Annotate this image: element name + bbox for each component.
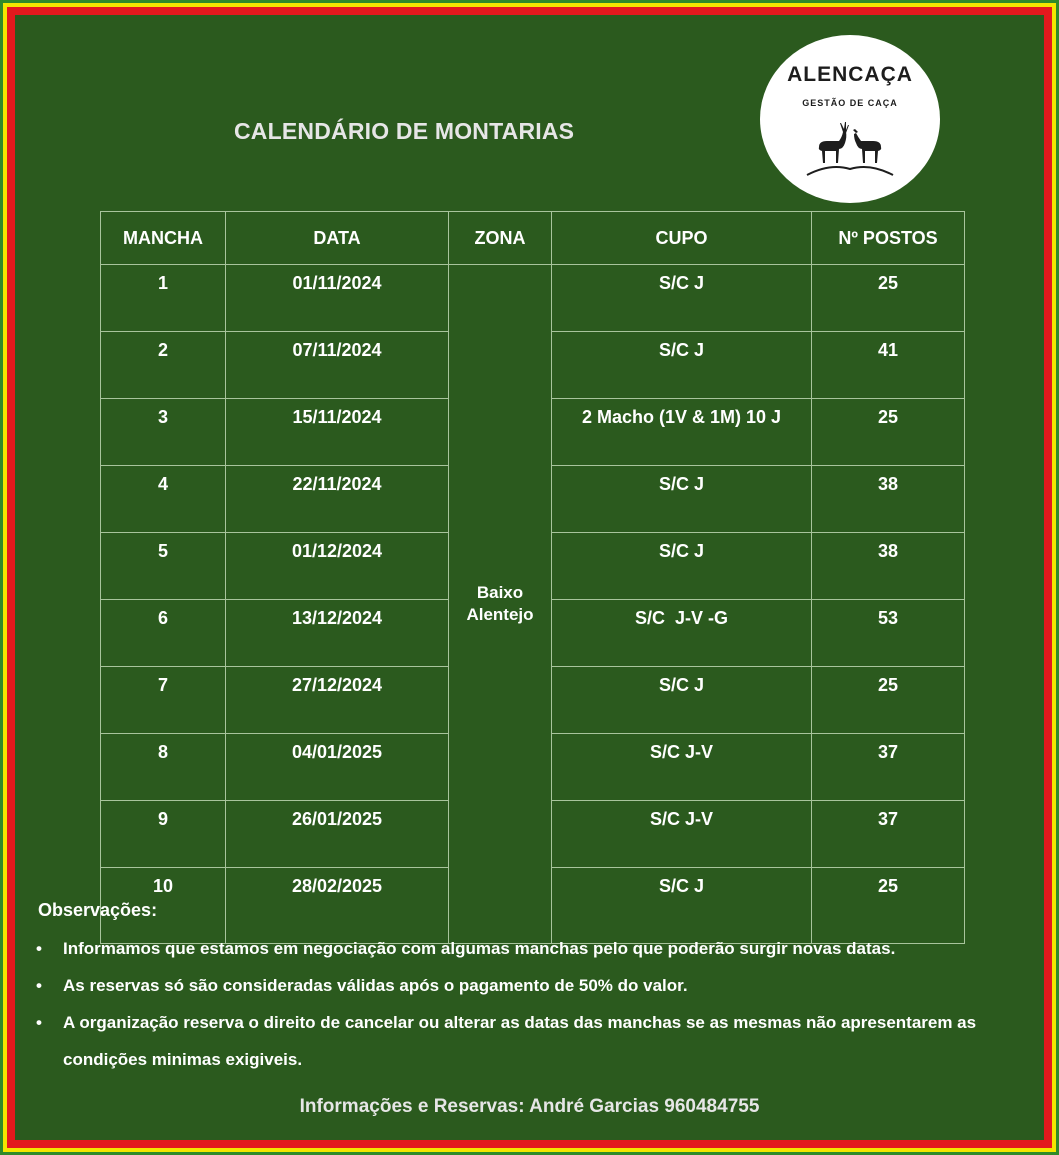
cell-postos: 38 xyxy=(812,533,965,600)
cell-mancha: 7 xyxy=(101,667,226,734)
cell-data: 01/12/2024 xyxy=(226,533,449,600)
cell-mancha: 2 xyxy=(101,332,226,399)
cell-cupo: S/C J xyxy=(552,332,812,399)
cell-data: 22/11/2024 xyxy=(226,466,449,533)
observation-text: A organização reserva o direito de cancelar ou alterar as datas das manchas se as mesmas não apresentarem as condições minimas exigiveis. xyxy=(63,1013,977,1069)
cell-data: 07/11/2024 xyxy=(226,332,449,399)
observation-item xyxy=(36,967,996,1004)
observation-text: As reservas só são consideradas válidas após o pagamento de 50% do valor. xyxy=(63,976,688,995)
bullet-icon: • xyxy=(36,976,42,995)
cell-postos: 37 xyxy=(812,801,965,868)
cell-data: 04/01/2025 xyxy=(226,734,449,801)
zona-line-1: Baixo xyxy=(476,583,524,602)
header-data: DATA xyxy=(226,212,449,265)
bullet-icon: • xyxy=(36,939,42,958)
cell-data: 13/12/2024 xyxy=(226,600,449,667)
cell-mancha: 10 xyxy=(101,868,226,944)
cell-cupo: S/C J xyxy=(552,868,812,944)
observation-item xyxy=(36,1004,996,1078)
cell-postos: 53 xyxy=(812,600,965,667)
cell-postos: 25 xyxy=(812,265,965,332)
cell-mancha: 9 xyxy=(101,801,226,868)
company-logo xyxy=(760,35,940,203)
cell-mancha: 1 xyxy=(101,265,226,332)
cell-mancha: 5 xyxy=(101,533,226,600)
cell-data: 01/11/2024 xyxy=(226,265,449,332)
logo-subtitle: GESTÃO DE CAÇA xyxy=(802,98,898,108)
observations-list xyxy=(36,930,996,1078)
observation-text: Informamos que estamos em negociação com algumas manchas pelo que poderão surgir novas datas. xyxy=(63,939,896,958)
page-title: CALENDÁRIO DE MONTARIAS xyxy=(234,118,575,144)
cell-cupo: S/C J xyxy=(552,667,812,734)
header-zona: ZONA xyxy=(449,212,552,265)
observations-title: Observações: xyxy=(38,900,158,920)
logo-name: ALENCAÇA xyxy=(787,63,913,86)
cell-postos: 25 xyxy=(812,399,965,466)
cell-cupo: S/C J-V -G xyxy=(552,600,812,667)
deer-pair-icon xyxy=(805,119,895,179)
table-row xyxy=(101,265,965,332)
header-mancha: MANCHA xyxy=(101,212,226,265)
cell-data: 28/02/2025 xyxy=(226,868,449,944)
cell-mancha: 4 xyxy=(101,466,226,533)
cell-cupo: S/C J xyxy=(552,265,812,332)
table-header-row xyxy=(101,212,965,265)
header-postos: Nº POSTOS xyxy=(812,212,965,265)
cell-data: 26/01/2025 xyxy=(226,801,449,868)
contact-footer: Informações e Reservas: André Garcias 960484755 xyxy=(299,1096,760,1117)
montarias-table xyxy=(100,211,965,944)
cell-postos: 25 xyxy=(812,868,965,944)
cell-cupo: S/C J-V xyxy=(552,734,812,801)
cell-postos: 25 xyxy=(812,667,965,734)
cell-postos: 41 xyxy=(812,332,965,399)
zona-line-2: Alentejo xyxy=(466,605,534,624)
cell-mancha: 3 xyxy=(101,399,226,466)
cell-data: 27/12/2024 xyxy=(226,667,449,734)
cell-mancha: 8 xyxy=(101,734,226,801)
cell-cupo: S/C J-V xyxy=(552,801,812,868)
bullet-icon: • xyxy=(36,1013,42,1032)
header-cupo: CUPO xyxy=(552,212,812,265)
observation-item xyxy=(36,930,996,967)
cell-cupo: S/C J xyxy=(552,533,812,600)
cell-cupo: S/C J xyxy=(552,466,812,533)
cell-postos: 37 xyxy=(812,734,965,801)
cell-cupo: 2 Macho (1V & 1M) 10 J xyxy=(552,399,812,466)
cell-data: 15/11/2024 xyxy=(226,399,449,466)
cell-zona xyxy=(449,265,552,944)
cell-postos: 38 xyxy=(812,466,965,533)
cell-mancha: 6 xyxy=(101,600,226,667)
